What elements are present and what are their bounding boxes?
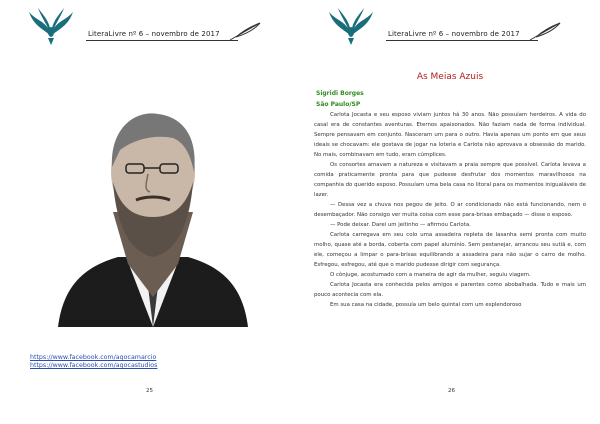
author-name: Sigridi Borges xyxy=(316,90,364,97)
right-page xyxy=(300,0,600,424)
header-title: LiteraLivre nº 6 – novembro de 2017 xyxy=(388,30,520,38)
quill-pen-icon xyxy=(528,22,562,42)
social-links xyxy=(30,354,157,370)
paragraph: Carlota carregava em seu colo uma assadeira repleta de lasanha semi pronta com muito molho, quase até a borda, coberta com papel alumínio. Sem pestanejar, arrancou seu sutiã e, com ele, começou a limpar o para-brisas equilibrando a assadeira para não sujar o carro de molho. Esfregou, esfregou, até que o marido pudesse dirigir com segurança. xyxy=(314,232,586,268)
paragraph: Carlota Jocasta era conhecida pelos amigos e parentes como abobalhada. Tudo e mais um pouco acontecia com ela. xyxy=(314,282,586,298)
paragraph: O cônjuge, acostumado com a maneira de agir da mulher, seguiu viagem. xyxy=(330,272,531,278)
author-block xyxy=(316,88,364,110)
page-header xyxy=(28,6,263,46)
author-location: São Paulo/SP xyxy=(316,101,361,108)
header-rule xyxy=(86,40,238,41)
paragraph: — Dessa vez a chuva nos pegou de jeito. O ar condicionado não está funcionando, nem o desembaçador. Não consigo ver muita coisa com esse para-brisas embaçado — disse o esposo. xyxy=(314,202,586,218)
bird-logo-icon xyxy=(28,6,74,46)
paragraph: Carlota Jocasta e seu esposo viviam juntos há 30 anos. Não possuíam herdeiros. A vida do casal era de constantes aventuras. Eternos apaixonados. Não faziam nada de forma individual. Sempre pensavam em conjunto. Nasceram um para o outro. Havia apenas um ponto em que seus ideais se chocavam: ele gostava de jogar na loteria e Carlota não aprovava a obsessão do marido. No mais, combinavam em tudo, eram cúmplices. xyxy=(314,112,586,158)
header-title: LiteraLivre nº 6 – novembro de 2017 xyxy=(88,30,220,38)
header-rule xyxy=(386,40,538,41)
facebook-link-studios[interactable]: https://www.facebook.com/agocastudios xyxy=(30,362,158,369)
page-header xyxy=(328,6,563,46)
article-title: As Meias Azuis xyxy=(416,72,484,82)
paragraph: Em sua casa na cidade, possuía um belo quintal com um esplendoroso xyxy=(330,302,522,308)
facebook-link-marcio[interactable]: https://www.facebook.com/agocamarcio xyxy=(30,354,157,361)
paragraph: Os consortes amavam a natureza e visitavam a praia sempre que possível. Carlota levava a comida praticamente pronta para que pudesse desfrutar dos momentos maravilhosos na companhia do querido esposo. Possuíam uma bela casa no litoral para os momentos inigualáveis de lazer. xyxy=(314,162,586,198)
quill-pen-icon xyxy=(228,22,262,42)
page-number: 26 xyxy=(448,388,455,394)
bird-logo-icon xyxy=(328,6,374,46)
article-body xyxy=(314,110,586,310)
paragraph: — Pode deixar. Darei um jeitinho — afirmou Carlota. xyxy=(330,222,471,228)
page-number: 25 xyxy=(146,388,153,394)
author-portrait-illustration xyxy=(58,92,248,327)
